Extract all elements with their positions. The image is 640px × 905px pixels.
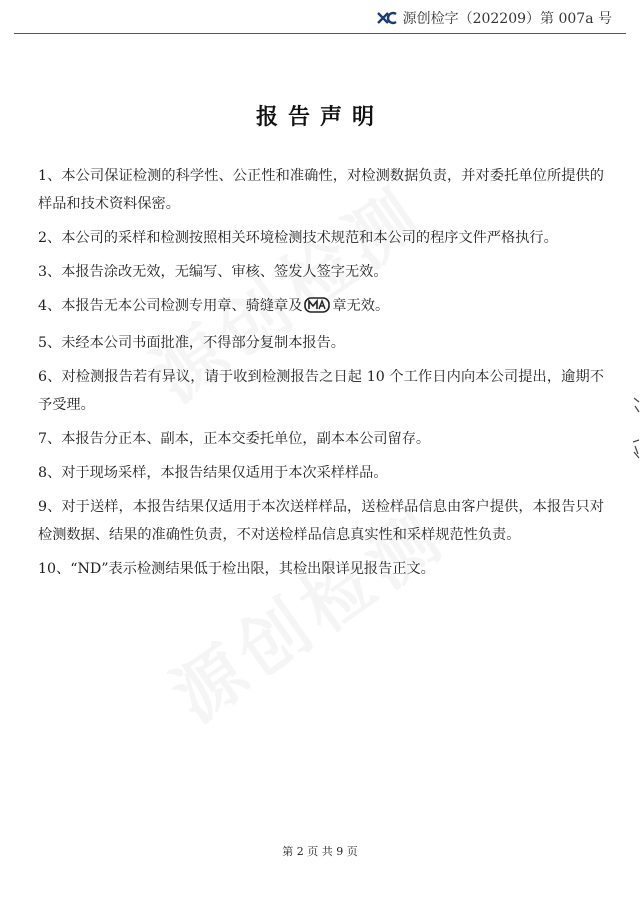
clause-9: 9、对于送样，本报告结果仅适用于本次送样样品，送检样品信息由客户提供，本报告只对检测数据、结果的准确性负责，不对送检样品信息真实性和采样规范性负责。	[38, 499, 604, 543]
page-footer: 第 2 页 共 9 页	[282, 845, 358, 858]
clause-4	[38, 292, 604, 323]
clause-5: 5、未经本公司书面批准，不得部分复制本报告。	[38, 335, 345, 351]
clause-7: 7、本报告分正本、副本，正本交委托单位，副本本公司留存。	[38, 431, 431, 447]
clause-10: 10、“ND”表示检测结果低于检出限，其检出限详见报告正文。	[38, 561, 435, 577]
clause-4-text-a: 4、本报告无本公司检测专用章、骑缝章及	[38, 298, 303, 314]
yc-logo-icon	[377, 11, 397, 25]
clause-3: 3、本报告涂改无效，无编写、审核、签发人签字无效。	[38, 264, 388, 280]
cma-mark-icon	[304, 295, 330, 323]
clause-1: 1、本公司保证检测的科学性、公正性和准确性，对检测数据负责，并对委托单位所提供的样品和技术资料保密。	[38, 168, 604, 212]
clause-4-text-b: 章无效。	[332, 298, 390, 314]
clause-8: 8、对于现场采样，本报告结果仅适用于本次采样样品。	[38, 465, 388, 481]
page-header	[0, 0, 640, 34]
statement-list	[38, 162, 604, 589]
clause-2: 2、本公司的采样和检测按照相关环境检测技术规范和本公司的程序文件严格执行。	[38, 230, 558, 246]
seam-stamp-fragment	[632, 392, 640, 492]
clause-6: 6、对检测报告若有异议，请于收到检测报告之日起 10 个工作日内向本公司提出，逾期不予受理。	[38, 369, 604, 413]
header-content	[377, 8, 612, 28]
report-number: 源创检字（202209）第 007a 号	[402, 11, 612, 27]
header-divider	[14, 33, 626, 34]
page-title: 报告声明	[255, 104, 384, 130]
